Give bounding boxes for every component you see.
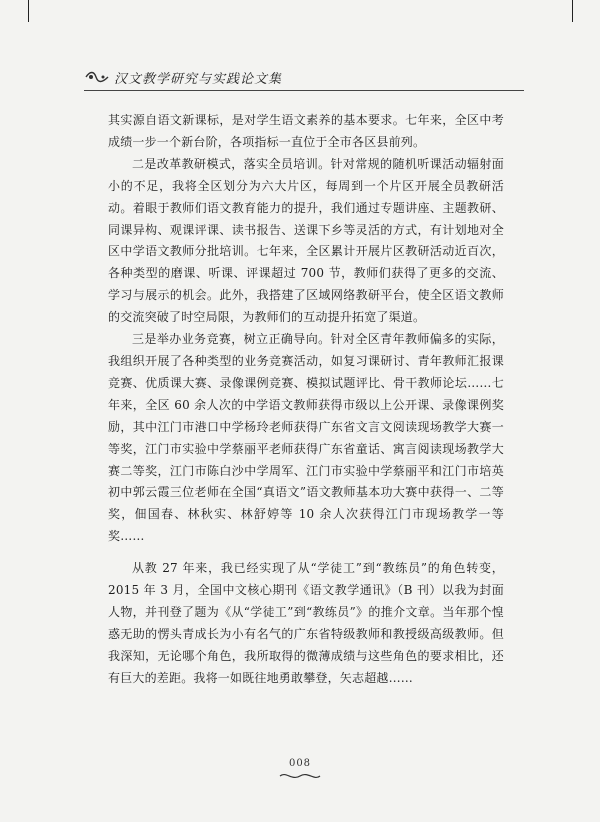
crop-mark-top-left xyxy=(28,0,29,22)
paragraph-career-summary: 从教 27 年来，我已经实现了从“学徒工”到“教练员”的角色转变，2015 年 3 月，全国中文核心期刊《语文教学通讯》（B 刊）以我为封面人物，并刊登了题为《从“学徒工”到“教练员”》的推介文章。当年那个惶惑无助的愣头青成长为小有名气的广东省特级教师和教授级高级教师。但我深知，无论哪个角色，我所取得的微薄成绩与这些角色的要求相比，还有巨大的差距。我将一如既往地勇敢攀登，矢志超越…… xyxy=(108,561,504,685)
paragraph-competitions: 三是举办业务竞赛，树立正确导向。针对全区青年教师偏多的实际，我组织开展了各种类型的业务竞赛活动，如复习课研讨、青年教师汇报课竞赛、优质课大赛、录像课例竞赛、模拟试题评比、骨干教师论坛……七年来，全区 60 余人次的中学语文教师获得市级以上公开课、录像课例奖励，其中江门市港口中学杨玲老师获得广东省文言文阅读现场教学大赛一等奖，江门市实验中学蔡丽平老师获得广东省童话、寓言阅读现场教学大赛二等奖，江门市陈白沙中学周军、江门市实验中学蔡丽平和江门市培英初中郭云霞三位老师在全国“真语文”语文教师基本功大赛中获得一、二等奖，佃国春、林秋实、林舒婷等 10 余人次获得江门市现场教学一等奖…… xyxy=(108,332,504,544)
page-number: 008 xyxy=(288,758,312,769)
paragraph-teaching-reform: 二是改革教研模式，落实全员培训。针对常规的随机听课活动辐射面小的不足，我将全区划分为六大片区，每周到一个片区开展全员教研活动。着眼于教师们语文教育能力的提升，我们通过专题讲座、主题教研、同课异构、观课评课、读书报告、送课下乡等灵活的方式，有计划地对全区中学语文教师分批培训。七年来，全区累计开展片区教研活动近百次，各种类型的磨课、听课、评课超过 700 节，教师们获得了更多的交流、学习与展示的机会。此外，我搭建了区域网络教研平台，使全区语文教师的交流突破了时空局限，为教师们的互动提升拓宽了渠道。 xyxy=(108,156,504,325)
paragraph-continuation: 其实源自语文新课标，是对学生语文素养的基本要求。七年来，全区中考成绩一步一个新台阶，各项指标一直位于全市各区县前列。 xyxy=(108,113,504,149)
page-footer xyxy=(250,758,350,781)
header-ornament-icon xyxy=(84,69,110,85)
body-text xyxy=(108,110,504,690)
crop-mark-top-right xyxy=(572,0,573,22)
header-title: 汉文教学研究与实践论文集 xyxy=(114,71,283,87)
footer-flourish-icon xyxy=(278,771,322,781)
header-rule xyxy=(84,90,524,91)
running-header xyxy=(84,66,524,88)
